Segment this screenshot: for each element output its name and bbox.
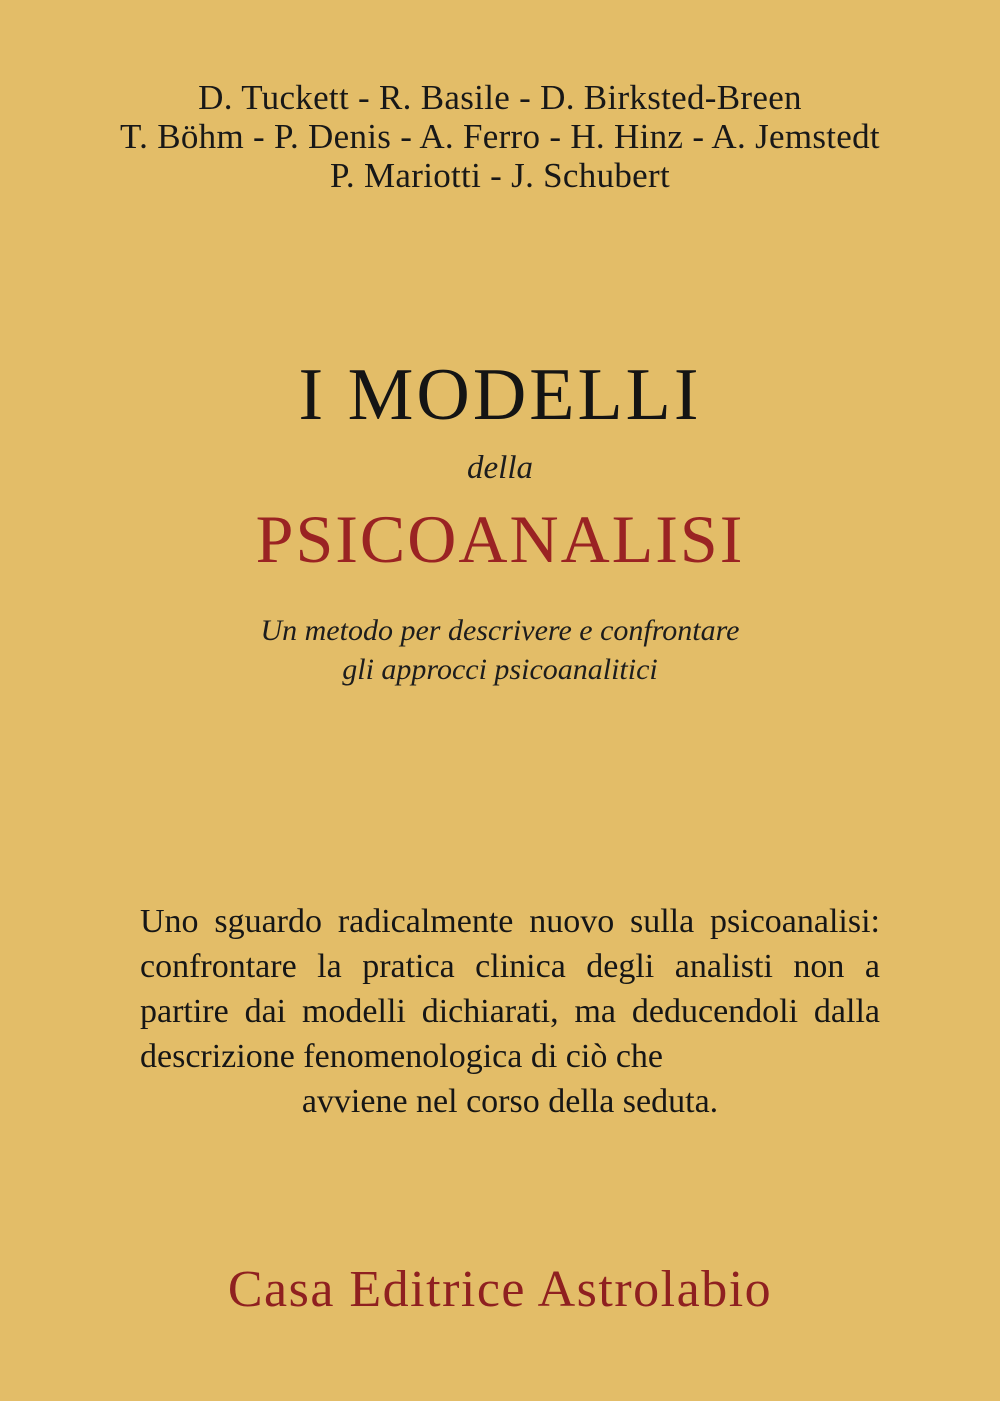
blurb-last-line: avviene nel corso della seduta.: [301, 1082, 719, 1120]
book-title-connector: della: [467, 450, 533, 486]
subtitle-line: Un metodo per descrivere e confrontare: [260, 614, 740, 647]
authors-line: T. Böhm - P. Denis - A. Ferro - H. Hinz - A. Jemstedt: [120, 117, 880, 157]
subtitle-line: gli approcci psicoanalitici: [342, 653, 658, 686]
authors-block: [0, 78, 1000, 196]
cover-blurb: [140, 900, 880, 1124]
authors-line: P. Mariotti - J. Schubert: [330, 156, 670, 196]
authors-line: D. Tuckett - R. Basile - D. Birksted-Breen: [198, 78, 802, 117]
book-title-second: PSICOANALISI: [255, 501, 745, 577]
title-block: [0, 354, 1000, 689]
book-title-main: I MODELLI: [298, 354, 702, 436]
book-subtitle: [0, 611, 1000, 689]
blurb-text: Uno sguardo radicalmente nuovo sulla psicoanalisi: confrontare la pratica clinica degli analisti non a partire dai modelli dichiarati, ma deducendoli dalla descrizione fenomenologica di ciò che: [140, 903, 880, 1075]
publisher-name: Casa Editrice Astrolabio: [227, 1261, 773, 1318]
